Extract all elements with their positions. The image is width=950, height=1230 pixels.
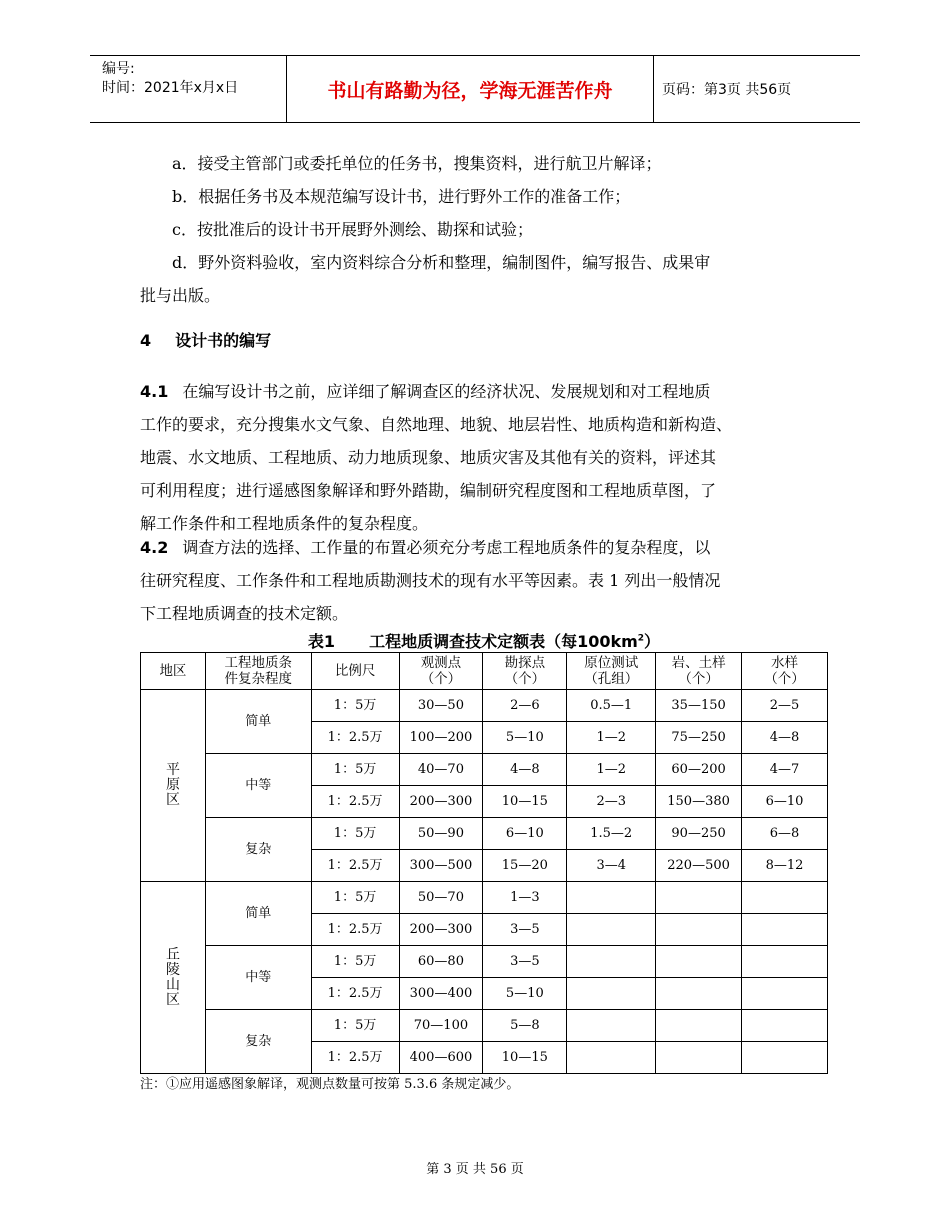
table-cell: 1.5—2 [567,818,656,850]
table-cell: 6—10 [483,818,567,850]
table-cell: 1—2 [567,722,656,754]
table-cell: 4—8 [483,754,567,786]
clause-4-1-line-3: 地震、水文地质、工程地质、动力地质现象、地质灾害及其他有关的资料，评述其 [140,448,717,467]
complexity-medium: 中等 [205,754,311,818]
table-cell: 3—5 [483,914,567,946]
header-region: 地区 [141,653,206,690]
table-cell: 50—70 [399,882,483,914]
table-title-end: ） [644,632,661,651]
complexity-simple: 简单 [205,690,311,754]
table-row [141,754,828,786]
header-observation-points: 观测点 （个） [399,653,483,690]
clause-4-2-line-3: 下工程地质调查的技术定额。 [140,604,349,623]
table-cell [656,882,742,914]
table-cell [567,882,656,914]
table-cell: 15—20 [483,850,567,882]
list-item-a: a．接受主管部门或委托单位的任务书，搜集资料，进行航卫片解译； [172,154,662,173]
header-water-samples: 水样 （个） [742,653,828,690]
table-cell: 220—500 [656,850,742,882]
table-cell [567,946,656,978]
table-cell [656,914,742,946]
scale-cell: 1：5万 [311,882,399,914]
document-number-label: 编号: [102,61,135,77]
table-title-superscript: 2 [637,633,645,644]
table-cell: 60—200 [656,754,742,786]
complexity-simple: 简单 [205,882,311,946]
table-cell: 150—380 [656,786,742,818]
table-cell [742,978,828,1010]
table-row [141,1010,828,1042]
table-cell [656,978,742,1010]
table-cell [656,1010,742,1042]
header-scale: 比例尺 [311,653,399,690]
table-cell [656,1042,742,1074]
table-cell: 3—4 [567,850,656,882]
table-cell: 75—250 [656,722,742,754]
table-cell: 4—7 [742,754,828,786]
region-plain: 平 原 区 [141,690,206,882]
document-time-label: 时间：2021年x月x日 [102,80,239,96]
table-cell: 10—15 [483,1042,567,1074]
header-page-info: 页码：第3页 共56页 [662,82,792,98]
header-meta [90,56,286,122]
table-cell [567,1042,656,1074]
table-cell: 5—10 [483,978,567,1010]
table-cell: 30—50 [399,690,483,722]
header-exploration-points: 勘探点 （个） [483,653,567,690]
table-cell: 2—5 [742,690,828,722]
clause-4-2-line-2: 往研究程度、工作条件和工程地质勘测技术的现有水平等因素。表 1 列出一般情况 [140,571,721,590]
table-cell: 10—15 [483,786,567,818]
list-item-b: b．根据任务书及本规范编写设计书，进行野外工作的准备工作； [172,187,631,206]
table-cell: 6—10 [742,786,828,818]
page-footer: 第 3 页 共 56 页 [426,1162,524,1177]
table-cell: 6—8 [742,818,828,850]
table-cell: 5—8 [483,1010,567,1042]
table-cell [742,914,828,946]
complexity-complex: 复杂 [205,1010,311,1074]
scale-cell: 1：5万 [311,946,399,978]
table-cell: 4—8 [742,722,828,754]
clause-4-2-line-1 [140,531,710,564]
table-cell: 300—400 [399,978,483,1010]
table-cell: 100—200 [399,722,483,754]
clause-text: 在编写设计书之前，应详细了解调查区的经济状况、发展规划和对工程地质 [182,382,711,401]
scale-cell: 1：5万 [311,754,399,786]
scale-cell: 1：2.5万 [311,1042,399,1074]
table-row [141,818,828,850]
table-cell: 200—300 [399,786,483,818]
scale-cell: 1：2.5万 [311,914,399,946]
table-row [141,946,828,978]
table-cell [742,1042,828,1074]
complexity-medium: 中等 [205,946,311,1010]
table-cell: 200—300 [399,914,483,946]
region-hill-mountain: 丘 陵 山 区 [141,882,206,1074]
page-header [90,55,860,123]
scale-cell: 1：2.5万 [311,786,399,818]
table-number: 表1 [307,632,336,651]
table-cell: 3—5 [483,946,567,978]
scale-cell: 1：5万 [311,1010,399,1042]
table-title: 工程地质调查技术定额表（每100km [369,632,638,651]
table-cell [567,978,656,1010]
table-cell [567,1010,656,1042]
list-item-c: c．按批准后的设计书开展野外测绘、勘探和试验； [172,220,533,239]
clause-number: 4.1 [140,382,169,401]
technical-quota-table [140,652,828,1074]
table-cell: 2—3 [567,786,656,818]
clause-4-1-line-5: 解工作条件和工程地质条件的复杂程度。 [140,514,429,533]
table-cell: 60—80 [399,946,483,978]
table-cell [742,882,828,914]
header-complexity: 工程地质条 件复杂程度 [205,653,311,690]
table-cell: 300—500 [399,850,483,882]
table-cell: 8—12 [742,850,828,882]
table-cell: 70—100 [399,1010,483,1042]
header-rock-soil-samples: 岩、土样 （个） [656,653,742,690]
table-cell: 1—2 [567,754,656,786]
table-cell: 2—6 [483,690,567,722]
clause-text: 调查方法的选择、工作量的布置必须充分考虑工程地质条件的复杂程度，以 [182,538,711,557]
clause-4-1-line-4: 可利用程度；进行遥感图象解译和野外踏勘，编制研究程度图和工程地质草图，了 [140,481,717,500]
list-item-d: d．野外资料验收，室内资料综合分析和整理，编制图件，编写报告、成果审 [172,253,711,272]
table-cell [742,1010,828,1042]
table-note: 注：①应用遥感图象解译，观测点数量可按第 5.3.6 条规定减少。 [140,1077,520,1092]
table-row [141,690,828,722]
table-cell: 90—250 [656,818,742,850]
clause-4-1-line-2: 工作的要求，充分搜集水文气象、自然地理、地貌、地层岩性、地质构造和新构造、 [140,415,733,434]
table-cell [567,914,656,946]
table-cell: 35—150 [656,690,742,722]
clause-number: 4.2 [140,538,169,557]
table-cell [656,946,742,978]
clause-4-1-line-1 [140,375,710,408]
header-in-situ-tests: 原位测试 （孔组） [567,653,656,690]
table-cell: 40—70 [399,754,483,786]
scale-cell: 1：5万 [311,818,399,850]
scale-cell: 1：2.5万 [311,722,399,754]
scale-cell: 1：5万 [311,690,399,722]
table-cell: 400—600 [399,1042,483,1074]
scale-cell: 1：2.5万 [311,978,399,1010]
table-cell: 50—90 [399,818,483,850]
section-number: 4 [140,331,152,350]
section-heading [140,324,271,357]
section-title: 设计书的编写 [175,331,272,350]
table-cell: 1—3 [483,882,567,914]
scale-cell: 1：2.5万 [311,850,399,882]
table-caption [140,629,828,652]
header-motto: 书山有路勤为径，学海无涯苦作舟 [286,56,654,122]
table-row [141,882,828,914]
complexity-complex: 复杂 [205,818,311,882]
table-cell: 0.5—1 [567,690,656,722]
list-item-d-continued: 批与出版。 [140,286,221,305]
table-cell: 5—10 [483,722,567,754]
table-cell [742,946,828,978]
table-header-row [141,653,828,690]
